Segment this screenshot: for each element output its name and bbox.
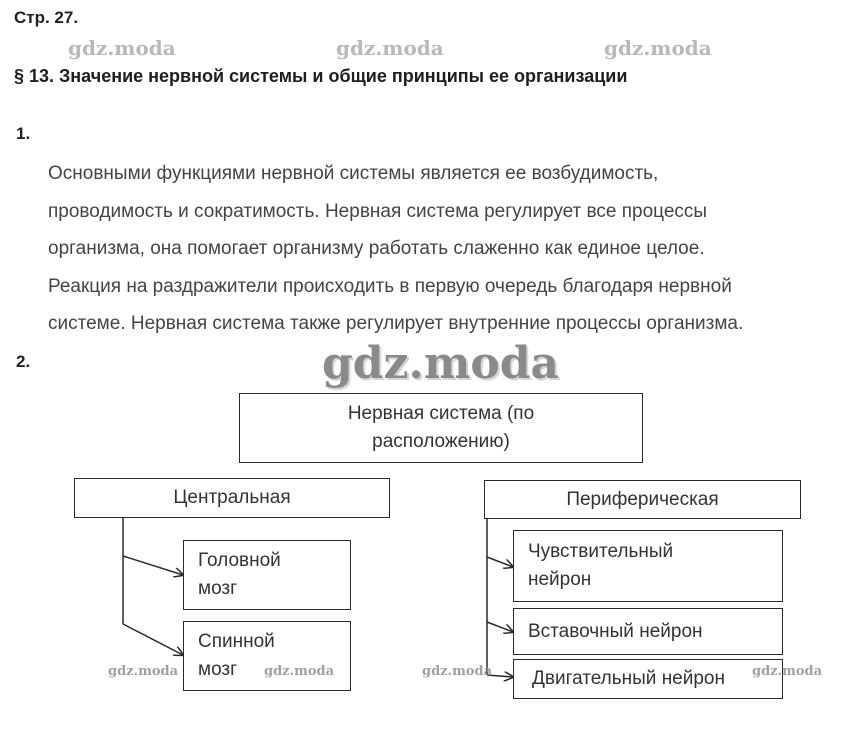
arrow-to-brain [123,556,183,575]
spinal-cord-box [183,621,351,691]
arrow-to-sensory-neuron [487,557,513,567]
arrow-to-interneuron [487,622,513,632]
interneuron-box-label: Вставочный нейрон [528,620,703,642]
peripheral-box [484,480,801,519]
watermark: gdz.moda [336,36,444,60]
brain-box [183,540,351,610]
watermark: gdz.moda [752,664,823,679]
sensory-neuron-box [513,530,783,602]
motor-neuron-box-label: Двигательный нейрон [532,668,725,689]
watermark: gdz.moda [422,664,493,679]
sensory-neuron-box-line: Чувствительный [528,541,674,562]
watermark: gdz.moda [604,36,712,60]
page-label: Стр. 27. [14,8,79,27]
watermark: gdz.moda [108,664,179,679]
brain-box-line: Головной [198,550,281,571]
spinal-cord-box-line: Спинной [198,631,275,652]
root-box [239,393,643,463]
motor-neuron-box [513,659,783,699]
watermark: gdz.moda [264,664,335,679]
sensory-neuron-box-line: нейрон [528,569,592,590]
central-box-label: Центральная [173,487,291,508]
task-number: 1. [16,124,31,143]
root-box-line: Нервная система (по [347,403,535,424]
task-number: 2. [16,352,31,371]
root-box-line: расположению) [372,431,510,452]
paragraph-line: организма, она помогает организму работать слаженно как единое целое. [48,238,705,259]
brain-box-line: мозг [198,578,238,599]
watermark: gdz.moda [68,36,176,60]
spinal-cord-box-line: мозг [198,659,238,680]
interneuron-box [513,608,783,655]
watermark: gdz.moda [322,338,560,389]
paragraph-line: Основными функциями нервной системы является ее возбудимость, [48,163,659,184]
arrow-to-spinal-cord [123,624,183,655]
section-title: § 13. Значение нервной системы и общие принципы ее организации [14,66,628,86]
paragraph-line: проводимость и сократимость. Нервная система регулирует все процессы [48,200,708,222]
peripheral-box-label: Периферическая [566,488,719,510]
paragraph-line: системе. Нервная система также регулирует внутренние процессы организма. [48,313,744,334]
paragraph-line: Реакция на раздражители происходить в первую очередь благодаря нервной [48,275,732,297]
central-box [74,478,390,518]
